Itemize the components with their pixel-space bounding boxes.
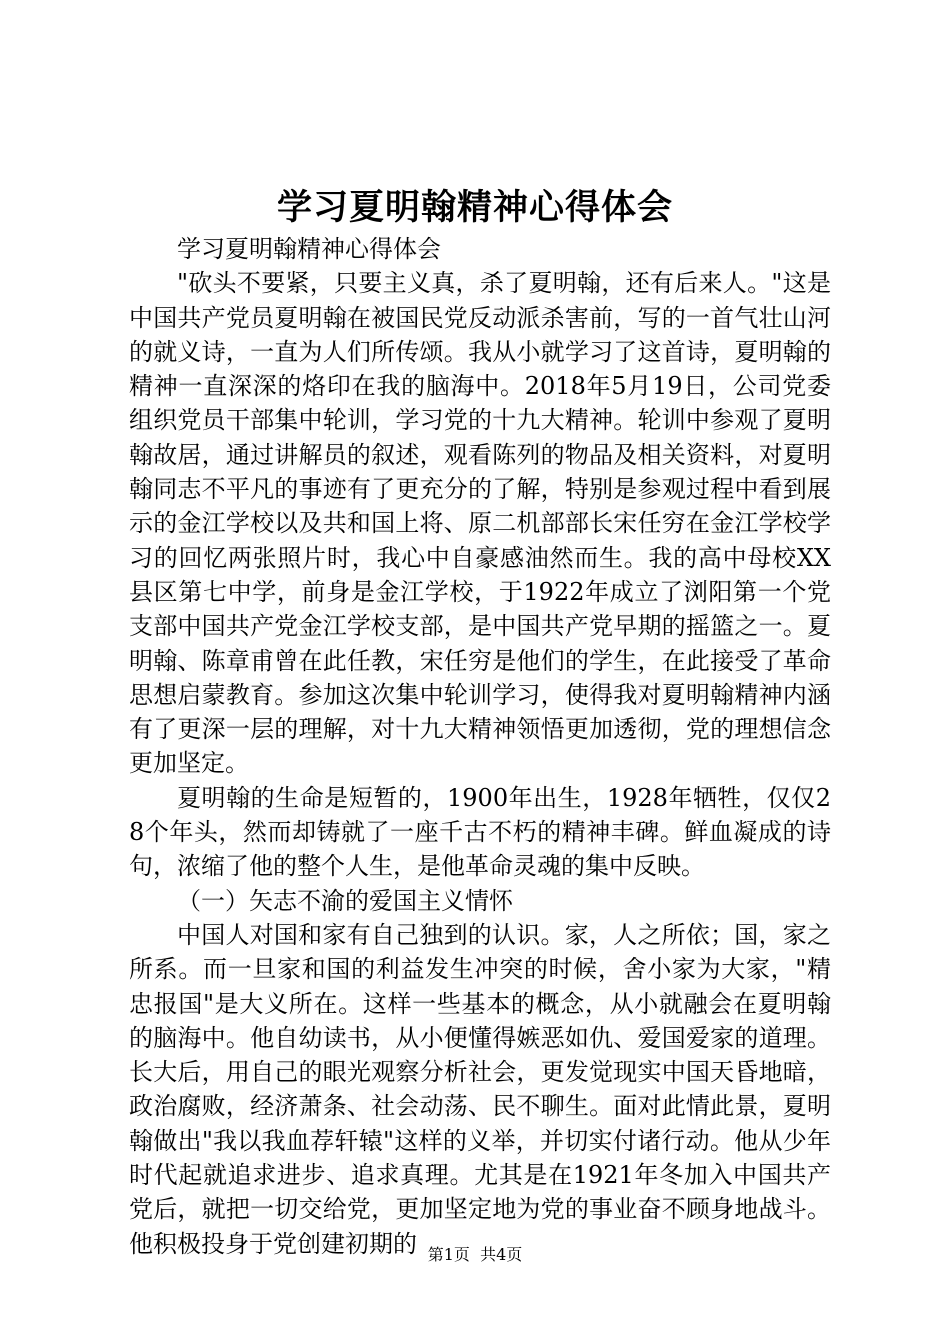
- page-number: 第1页: [427, 1245, 470, 1264]
- body-paragraph-4: 中国人对国和家有自己独到的认识。家，人之所依；国，家之所系。而一旦家和国的利益发生冲突的时候，舍小家为大家，"精忠报国"是大义所在。这样一些基本的概念，从小就融会在夏明翰的脑海中。他自幼读书，从小便懂得嫉恶如仇、爱国爱家的道理。长大后，用自己的眼光观察分析社会，更发觉现实中国天昏地暗，政治腐败，经济萧条、社会动荡、民不聊生。面对此情此景，夏明翰做出"我以我血荐轩辕"这样的义举，并切实付诸行动。他从少年时代起就追求进步、追求真理。尤其是在1921年冬加入中国共产党后，就把一切交给党，更加坚定地为党的事业奋不顾身地战斗。他积极投身于党创建初期的: [129, 920, 831, 1258]
- body-paragraph-2: "砍头不要紧，只要主义真，杀了夏明翰，还有后来人。"这是中国共产党员夏明翰在被国民党反动派杀害前，写的一首气壮山河的就义诗，一直为人们所传颂。我从小就学习了这首诗，夏明翰的精神一直深深的烙印在我的脑海中。2018年5月19日，公司党委组织党员干部集中轮训，学习党的十九大精神。轮训中参观了夏明翰故居，通过讲解员的叙述，观看陈列的物品及相关资料，对夏明翰同志不平凡的事迹有了更充分的了解，特别是参观过程中看到展示的金江学校以及共和国上将、原二机部部长宋任穷在金江学校学习的回忆两张照片时，我心中自豪感油然而生。我的高中母校XX县区第七中学，前身是金江学校，于1922年成立了浏阳第一个党支部中国共产党金江学校支部，是中国共产党早期的摇篮之一。夏明翰、陈章甫曾在此任教，宋任穷是他们的学生，在此接受了革命思想启蒙教育。参加这次集中轮训学习，使得我对夏明翰精神内涵有了更深一层的理解，对十九大精神领悟更加透彻，党的理想信念更加坚定。: [129, 269, 831, 778]
- document-body: [129, 232, 831, 1261]
- page-total: 共4页: [480, 1245, 523, 1264]
- body-paragraph-3: 夏明翰的生命是短暂的，1900年出生，1928年牺牲，仅仅28个年头，然而却铸就了一座千古不朽的精神丰碑。鲜血凝成的诗句，浓缩了他的整个人生，是他革命灵魂的集中反映。: [129, 783, 831, 881]
- section-heading-1: （一）矢志不渝的爱国主义情怀: [177, 886, 513, 915]
- document-title: 学习夏明翰精神心得体会: [276, 187, 673, 228]
- page-footer: [0, 1244, 950, 1266]
- body-paragraph-1: 学习夏明翰精神心得体会: [177, 235, 441, 263]
